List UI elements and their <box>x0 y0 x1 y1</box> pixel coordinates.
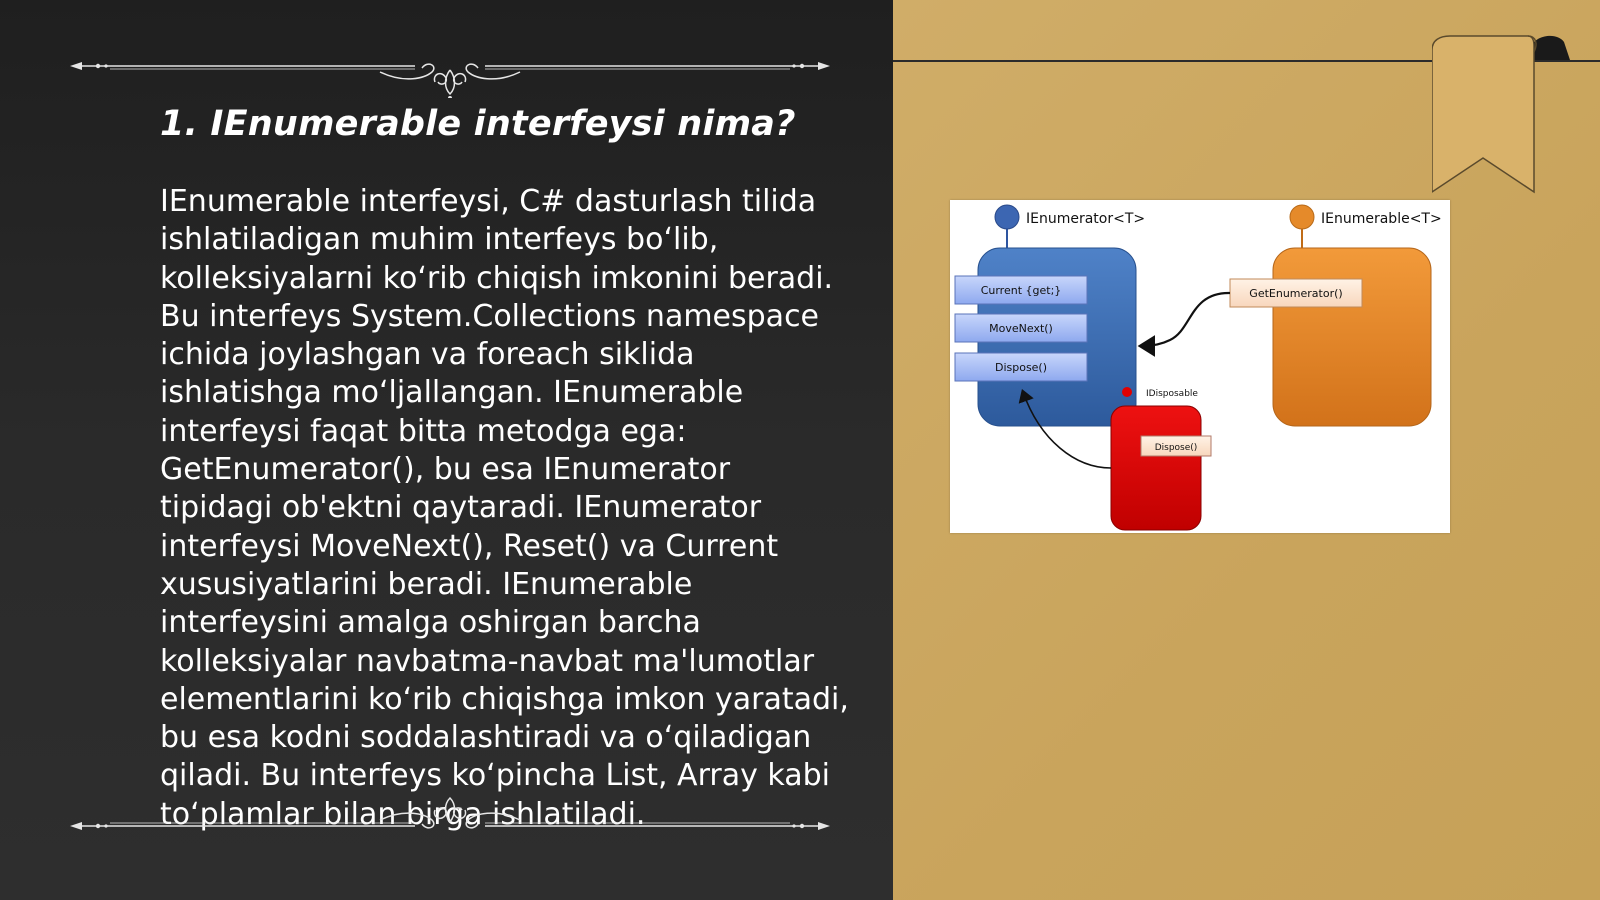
slide-title: 1. IEnumerable interfeysi nima? <box>160 104 796 144</box>
idisposable-label: IDisposable <box>1146 389 1198 399</box>
idisposable-dispose-label: Dispose() <box>1154 443 1198 453</box>
idisposable-dot <box>1122 387 1132 397</box>
ienumerator-lollipop <box>995 205 1019 248</box>
ienumerator-label: IEnumerator<T> <box>1026 211 1146 227</box>
bottom-ornament-divider <box>60 780 840 840</box>
ienumerable-lollipop <box>1290 205 1314 248</box>
dispose-method-label: Dispose() <box>994 361 1048 374</box>
bookmark-ribbon <box>1432 30 1572 200</box>
ienumerable-label: IEnumerable<T> <box>1321 211 1442 227</box>
slide-body-text: IEnumerable interfeysi, C# dasturlash tilida ishlatiladigan muhim interfeys bo‘lib, kolleksiyalarni ko‘rib chiqish imkonini beradi. Bu interfeys System.Collections namespace ichida joylashgan va foreach siklida ishlatishga mo‘ljallangan. IEnumerable interfeysi faqat bitta metodga ega: GetEnumerator(), bu esa IEnumerator tipidagi ob'ektni qaytaradi. IEnumerator interfeysi MoveNext(), Reset() va Current xususiyatlarini beradi. IEnumerable interfeysini amalga oshirgan barcha kolleksiyalar navbatma-navbat ma'lumotlar elementlarini ko‘rib chiqishga imkon yaratadi, bu esa kodni soddalashtiradi va o‘qiladigan qiladi. Bu interfeys ko‘pincha List, Array kabi to‘plamlar bilan birga ishlatiladi. <box>160 184 849 832</box>
ienumerable-diagram <box>950 200 1450 533</box>
movenext-method-label: MoveNext() <box>989 322 1053 335</box>
current-method-label: Current {get;} <box>980 284 1062 297</box>
ienumerable-box <box>1273 248 1431 426</box>
getenumerator-arrow <box>1142 293 1230 346</box>
idisposable-box <box>1111 406 1201 530</box>
getenumerator-method-label: GetEnumerator() <box>1249 287 1343 300</box>
top-ornament-divider <box>60 38 840 98</box>
